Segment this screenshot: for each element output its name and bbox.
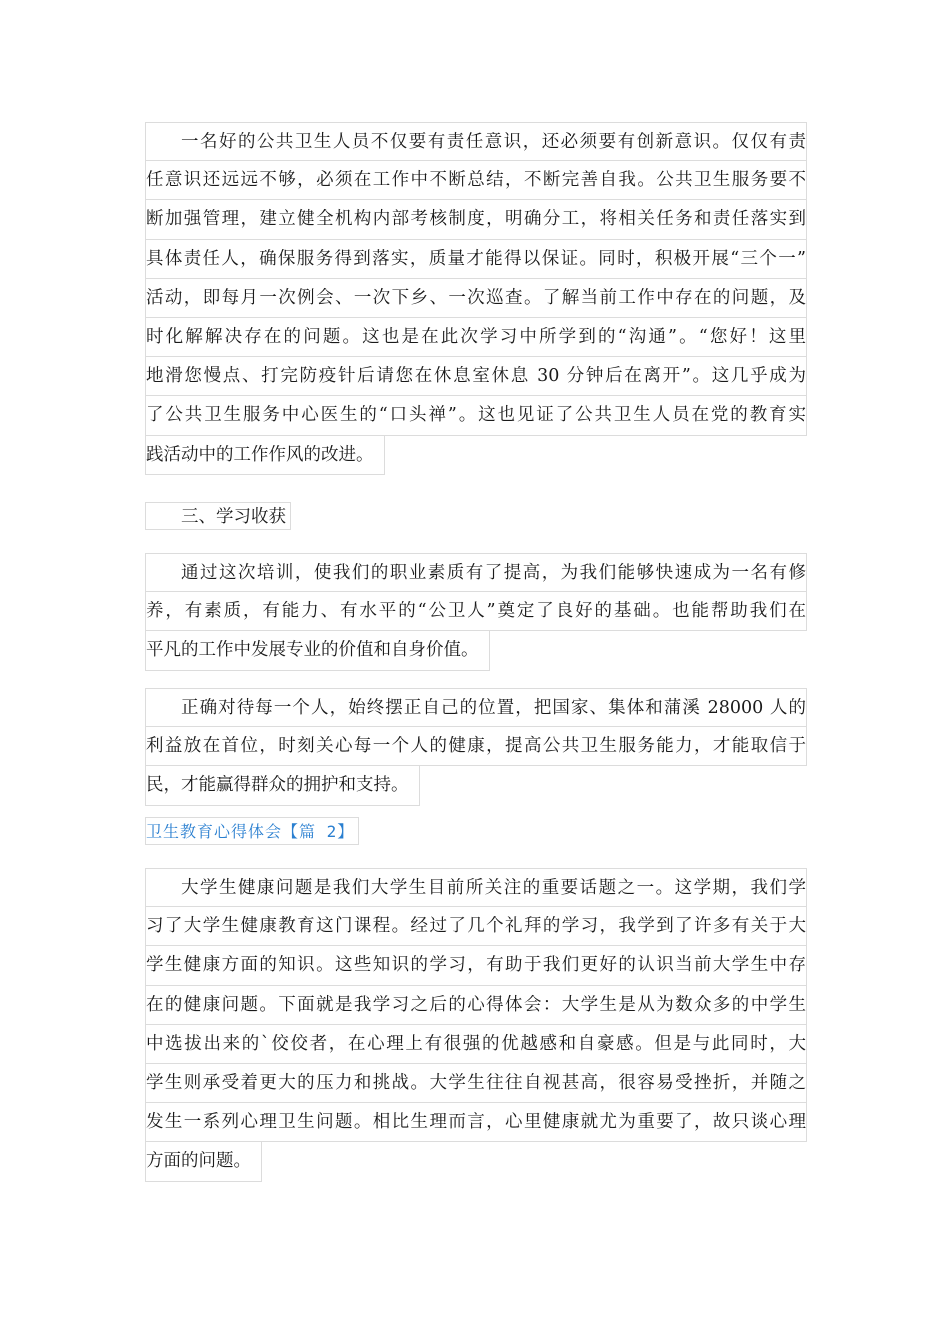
paragraph-3 xyxy=(145,553,807,675)
text-line: 养，有素质，有能力、有水平的“公卫人”奠定了良好的基础。也能帮助我们在 xyxy=(145,592,807,631)
text-line: 具体责任人，确保服务得到落实，质量才能得以保证。同时，积极开展“三个一” xyxy=(145,240,807,279)
text-line: 通过这次培训，使我们的职业素质有了提高，为我们能够快速成为一名有修 xyxy=(145,553,807,592)
text-line: 正确对待每一个人，始终摆正自己的位置，把国家、集体和蒲溪 28000 人的 xyxy=(145,688,807,727)
article-title[interactable]: 卫生教育心得体会【篇 2】 xyxy=(145,817,359,845)
text-line: 在的健康问题。下面就是我学习之后的心得体会：大学生是从为数众多的中学生 xyxy=(145,986,807,1025)
text-line: 习了大学生健康教育这门课程。经过了几个礼拜的学习，我学到了许多有关于大 xyxy=(145,907,807,946)
text-line: 任意识还远远不够，必须在工作中不断总结，不断完善自我。公共卫生服务要不 xyxy=(145,161,807,200)
text-line: 学生健康方面的知识。这些知识的学习，有助于我们更好的认识当前大学生中存 xyxy=(145,946,807,985)
text-line: 了公共卫生服务中心医生的“口头禅”。这也见证了公共卫生人员在党的教育实 xyxy=(145,396,807,435)
paragraph-5 xyxy=(145,868,807,1186)
text-line: 利益放在首位，时刻关心每一个人的健康，提高公共卫生服务能力，才能取信于 xyxy=(145,727,807,766)
text-line: 发生一系列心理卫生问题。相比生理而言，心里健康就尤为重要了，故只谈心理 xyxy=(145,1103,807,1142)
text-line: 时化解解决存在的问题。这也是在此次学习中所学到的“沟通”。“您好！这里 xyxy=(145,318,807,357)
text-line: 方面的问题。 xyxy=(145,1142,262,1181)
text-line: 地滑您慢点、打完防疫针后请您在休息室休息 30 分钟后在离开”。这几乎成为 xyxy=(145,357,807,396)
text-line: 民，才能赢得群众的拥护和支持。 xyxy=(145,766,420,805)
text-line: 断加强管理，建立健全机构内部考核制度，明确分工，将相关任务和责任落实到 xyxy=(145,200,807,239)
paragraph-4 xyxy=(145,688,807,810)
text-line: 大学生健康问题是我们大学生目前所关注的重要话题之一。这学期，我们学 xyxy=(145,868,807,907)
text-line: 活动，即每月一次例会、一次下乡、一次巡查。了解当前工作中存在的问题，及 xyxy=(145,279,807,318)
text-line: 学生则承受着更大的压力和挑战。大学生往往自视甚高，很容易受挫折，并随之 xyxy=(145,1064,807,1103)
text-line: 一名好的公共卫生人员不仅要有责任意识，还必须要有创新意识。仅仅有责 xyxy=(145,122,807,161)
text-line: 中选拔出来的`佼佼者，在心理上有很强的优越感和自豪感。但是与此同时，大 xyxy=(145,1025,807,1064)
text-line: 平凡的工作中发展专业的价值和自身价值。 xyxy=(145,631,490,670)
section-heading: 三、学习收获 xyxy=(145,502,291,530)
text-line: 践活动中的工作作风的改进。 xyxy=(145,436,385,475)
paragraph-1 xyxy=(145,122,807,479)
